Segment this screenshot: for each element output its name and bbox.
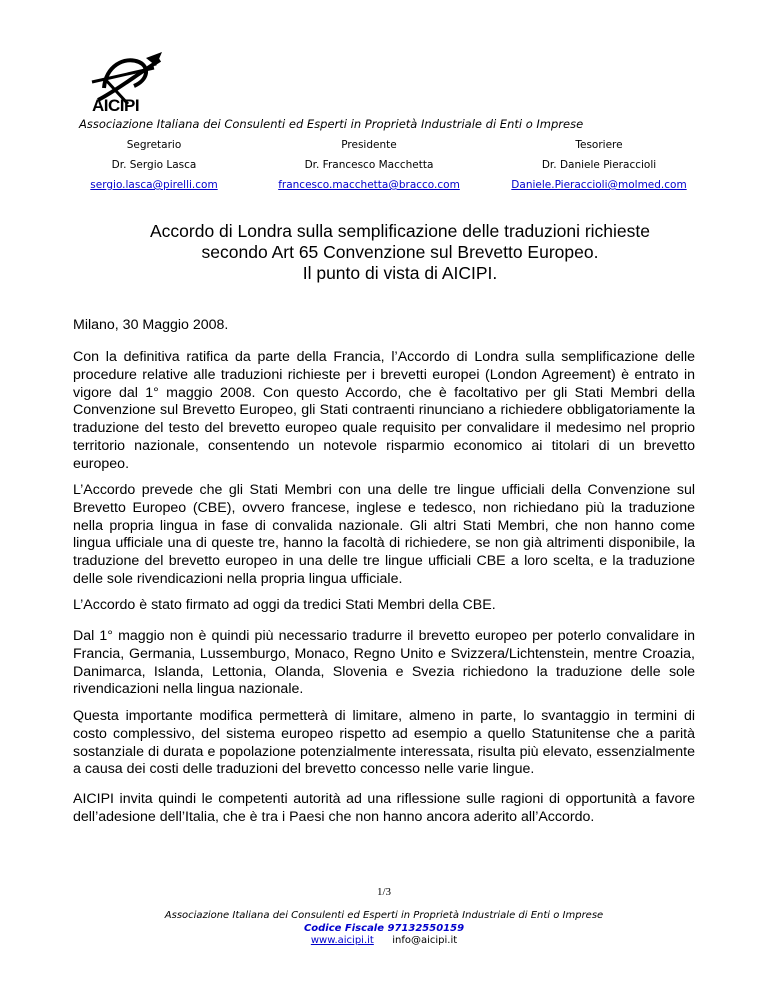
paragraph-5: Questa importante modifica permetterà di limitare, almeno in parte, lo svantaggio in termini di costo complessivo, del sistema europeo rispetto ad esempio a quello Statunitense che a parità sostanziale di durata e popolazione potenzialmente interessata, risulta più elevato, essenzialmente a causa dei costi delle traduzioni del brevetto concesso nelle varie lingue.: [73, 708, 695, 778]
officer-role: Tesoriere: [575, 139, 623, 151]
officer-treasurer: [499, 139, 699, 199]
officer-secretary: [84, 139, 224, 199]
title-line: secondo Art 65 Convenzione sul Brevetto Europeo.: [201, 242, 599, 262]
paragraph-3: L’Accordo è stato firmato ad oggi da tredici Stati Membri della CBE.: [73, 597, 496, 613]
officer-email-link[interactable]: sergio.lasca@pirelli.com: [90, 179, 218, 191]
officer-name: Dr. Sergio Lasca: [111, 159, 197, 171]
officer-email-link[interactable]: Daniele.Pieraccioli@molmed.com: [511, 179, 687, 191]
officer-president: [269, 139, 469, 199]
paragraph-6: AICIPI invita quindi le competenti autorità ad una riflessione sulle ragioni di opportunità a favore dell’adesione dell’Italia, che è tra i Paesi che non hanno ancora aderito all’Accordo.: [73, 791, 695, 825]
page-number: 1/3: [376, 886, 392, 898]
title-line: Accordo di Londra sulla semplificazione delle traduzioni richieste: [150, 221, 650, 241]
date-line: Milano, 30 Maggio 2008.: [73, 317, 229, 333]
paragraph-1: Con la definitiva ratifica da parte della Francia, l’Accordo di Londra sulla semplificazione delle procedure relative alle traduzioni richieste per i brevetti europei (London Agreement) è entrato in vigore dal 1° maggio 2008. Con questo Accordo, che è facoltativo per gli Stati Membri della Convenzione sul Brevetto Europeo, gli Stati contraenti rinunciano a richiedere obbligatoriamente la traduzione del testo del brevetto europeo quale requisito per convalidare il medesimo nel proprio territorio nazionale, consentendo un notevole risparmio economico ai titolari di un brevetto europeo.: [73, 349, 695, 472]
officer-name: Dr. Daniele Pieraccioli: [541, 159, 657, 171]
officer-role: Segretario: [126, 139, 182, 151]
logo-text: AICIPI: [92, 96, 140, 115]
document-title: [100, 221, 700, 284]
footer: [0, 910, 768, 948]
officer-role: Presidente: [341, 139, 397, 151]
paragraph-4: Dal 1° maggio non è quindi più necessario tradurre il brevetto europeo per poterlo convalidare in Francia, Germania, Lussemburgo, Monaco, Regno Unito e Svizzera/Lichtenstein, mentre Croazia, Danimarca, Islanda, Lettonia, Olanda, Slovenia e Svezia richiedono la traduzione delle sole rivendicazioni nella lingua nazionale.: [73, 628, 695, 698]
website-link[interactable]: www.aicipi.it: [310, 935, 374, 946]
officer-email-link[interactable]: francesco.macchetta@bracco.com: [278, 179, 460, 191]
paragraph-2: L’Accordo prevede che gli Stati Membri con una delle tre lingue ufficiali della Convenzione sul Brevetto Europeo (CBE), ovvero francese, inglese e tedesco, non richiedano più la traduzione nella propria lingua in fase di convalida nazionale. Gli altri Stati Membri, che non hanno come lingua ufficiale una di queste tre, hanno la facoltà di richiedere, se non già altrimenti disponibile, la traduzione del brevetto europeo in una delle tre lingue ufficiali CBE a loro scelta, e la traduzione delle sole rivendicazioni nella propria lingua ufficiale.: [73, 482, 695, 587]
fiscal-code: Codice Fiscale 97132550159: [303, 922, 465, 934]
title-line: Il punto di vista di AICIPI.: [302, 263, 498, 283]
association-line: Associazione Italiana dei Consulenti ed Esperti in Proprietà Industriale di Enti o Imprese: [79, 117, 584, 131]
footer-association-line: Associazione Italiana dei Consulenti ed Esperti in Proprietà Industriale di Enti o Imprese: [164, 910, 604, 921]
officer-name: Dr. Francesco Macchetta: [304, 159, 434, 171]
footer-email: info@aicipi.it: [392, 935, 458, 946]
